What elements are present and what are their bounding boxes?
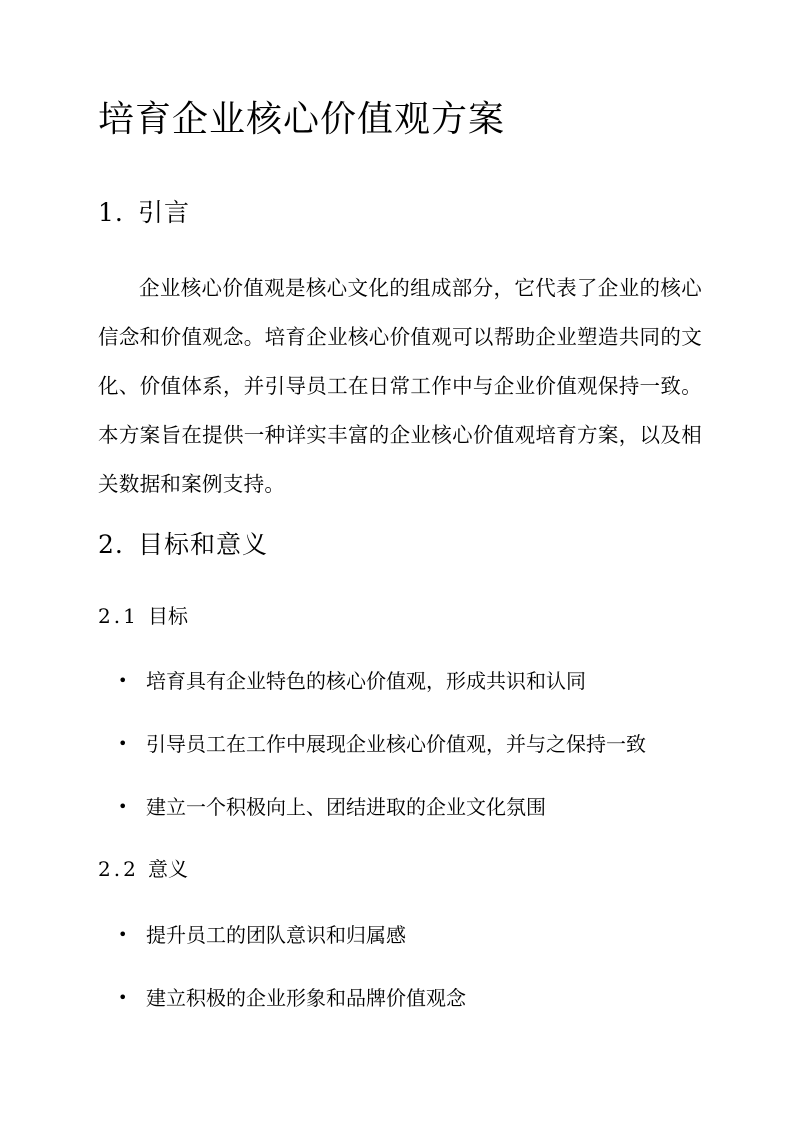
bullet-icon: • — [118, 734, 128, 753]
list-item-text: 引导员工在工作中展现企业核心价值观，并与之保持一致 — [146, 732, 646, 756]
section-title: 目标和意义 — [138, 530, 269, 559]
bullet-icon: • — [118, 671, 128, 690]
list-item-text: 培育具有企业特色的核心价值观，形成共识和认同 — [146, 669, 586, 693]
list-item — [118, 984, 466, 1012]
list-item — [118, 730, 646, 758]
bullet-icon: • — [118, 988, 128, 1007]
subsection-heading-goal — [98, 602, 188, 630]
list-item — [118, 921, 406, 949]
document-title: 培育企业核心价值观方案 — [98, 99, 506, 140]
subsection-number: 2.2 — [98, 857, 139, 881]
section-number: 1. — [98, 198, 124, 227]
list-item-text: 建立一个积极向上、团结进取的企业文化氛围 — [146, 795, 546, 819]
bullet-icon: • — [118, 925, 128, 944]
section-number: 2. — [98, 530, 124, 559]
intro-paragraph: 企业核心价值观是核心文化的组成部分，它代表了企业的核心信念和价值观念。培育企业核心价值观可以帮助企业塑造共同的文化、价值体系，并引导员工在日常工作中与企业价值观保持一致。本方案旨在提供一种详实丰富的企业核心价值观培育方案，以及相关数据和案例支持。 — [98, 276, 702, 496]
section-heading-goals — [98, 528, 268, 562]
subsection-heading-significance — [98, 855, 188, 883]
list-item-text: 提升员工的团队意识和归属感 — [146, 923, 406, 947]
section-heading-intro — [98, 196, 190, 230]
subsection-title: 目标 — [148, 604, 188, 628]
bullet-icon: • — [118, 797, 128, 816]
section-title: 引言 — [138, 198, 191, 227]
list-item — [118, 667, 586, 695]
subsection-number: 2.1 — [98, 604, 139, 628]
list-item — [118, 793, 546, 821]
subsection-title: 意义 — [148, 857, 188, 881]
list-item-text: 建立积极的企业形象和品牌价值观念 — [146, 986, 466, 1010]
